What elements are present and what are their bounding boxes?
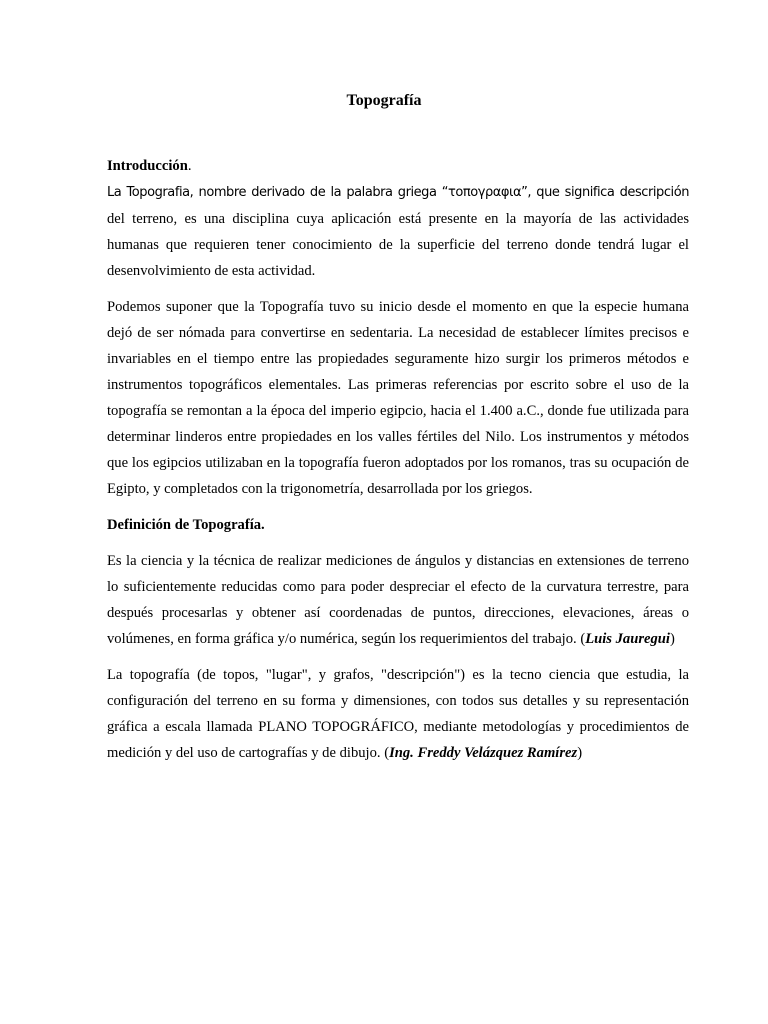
definition-p1-author: Luis Jauregui — [585, 631, 670, 647]
intro-paragraph-1 — [107, 179, 689, 284]
document-title: Topografía — [346, 92, 422, 109]
definition-p2-close: ) — [577, 745, 583, 761]
intro-heading-period: . — [187, 158, 192, 174]
definition-p1-text: Es la ciencia y la técnica de realizar mediciones de ángulos y distancias en extensiones de terreno lo suficientemente reducidas como para poder despreciar el efecto de la curvatura terrestre, para después procesarlas y obtener así coordenadas de puntos, direcciones, elevaciones, áreas o volúmenes, en forma gráfica y/o numérica, según los requerimientos del trabajo. ( — [107, 553, 689, 647]
intro-p1-rest: del terreno, es una disciplina cuya aplicación está presente en la mayoría de las actividades humanas que requieren tener conocimiento de la superficie del terreno donde tendrá lugar el desenvolvimiento de esta actividad. — [107, 211, 689, 279]
intro-heading: Introducción — [107, 158, 188, 174]
intro-heading-line — [107, 153, 689, 179]
definition-paragraph-1 — [107, 548, 689, 652]
definition-paragraph-2 — [107, 662, 689, 766]
document-body — [107, 153, 689, 776]
definition-p2-text: La topografía (de topos, "lugar", y grafos, "descripción") es la tecno ciencia que estudia, la configuración del terreno en su forma y dimensiones, con todos sus detalles y su representación gráfica a escala llamada PLANO TOPOGRÁFICO, mediante metodologías y procedimientos de medición y del uso de cartografías y de dibujo. ( — [107, 667, 689, 761]
definition-p1-close: ) — [669, 631, 675, 647]
definition-p2-author: Ing. Freddy Velázquez Ramírez — [389, 745, 578, 761]
intro-paragraph-2: Podemos suponer que la Topografía tuvo su inicio desde el momento en que la especie humana dejó de ser nómada para convertirse en sedentaria. La necesidad de establecer límites precisos e invariables en el tiempo entre las propiedades seguramente hizo surgir los primeros métodos e instrumentos topográficos elementales. Las primeras referencias por escrito sobre el uso de la topografía se remontan a la época del imperio egipcio, hacia el 1.400 a.C., donde fue utilizada para determinar linderos entre propiedades en los valles fértiles del Nilo. Los instrumentos y métodos que los egipcios utilizaban en la topografía fueron adoptados por los romanos, tras su ocupación de Egipto, y completados con la trigonometría, desarrollada por los griegos. — [107, 299, 689, 497]
intro-p1-first-line: La Topografia, nombre derivado de la palabra griega “τοπογραφια”, que significa descripción — [107, 185, 689, 200]
definition-heading: Definición de Topografía. — [107, 517, 265, 533]
